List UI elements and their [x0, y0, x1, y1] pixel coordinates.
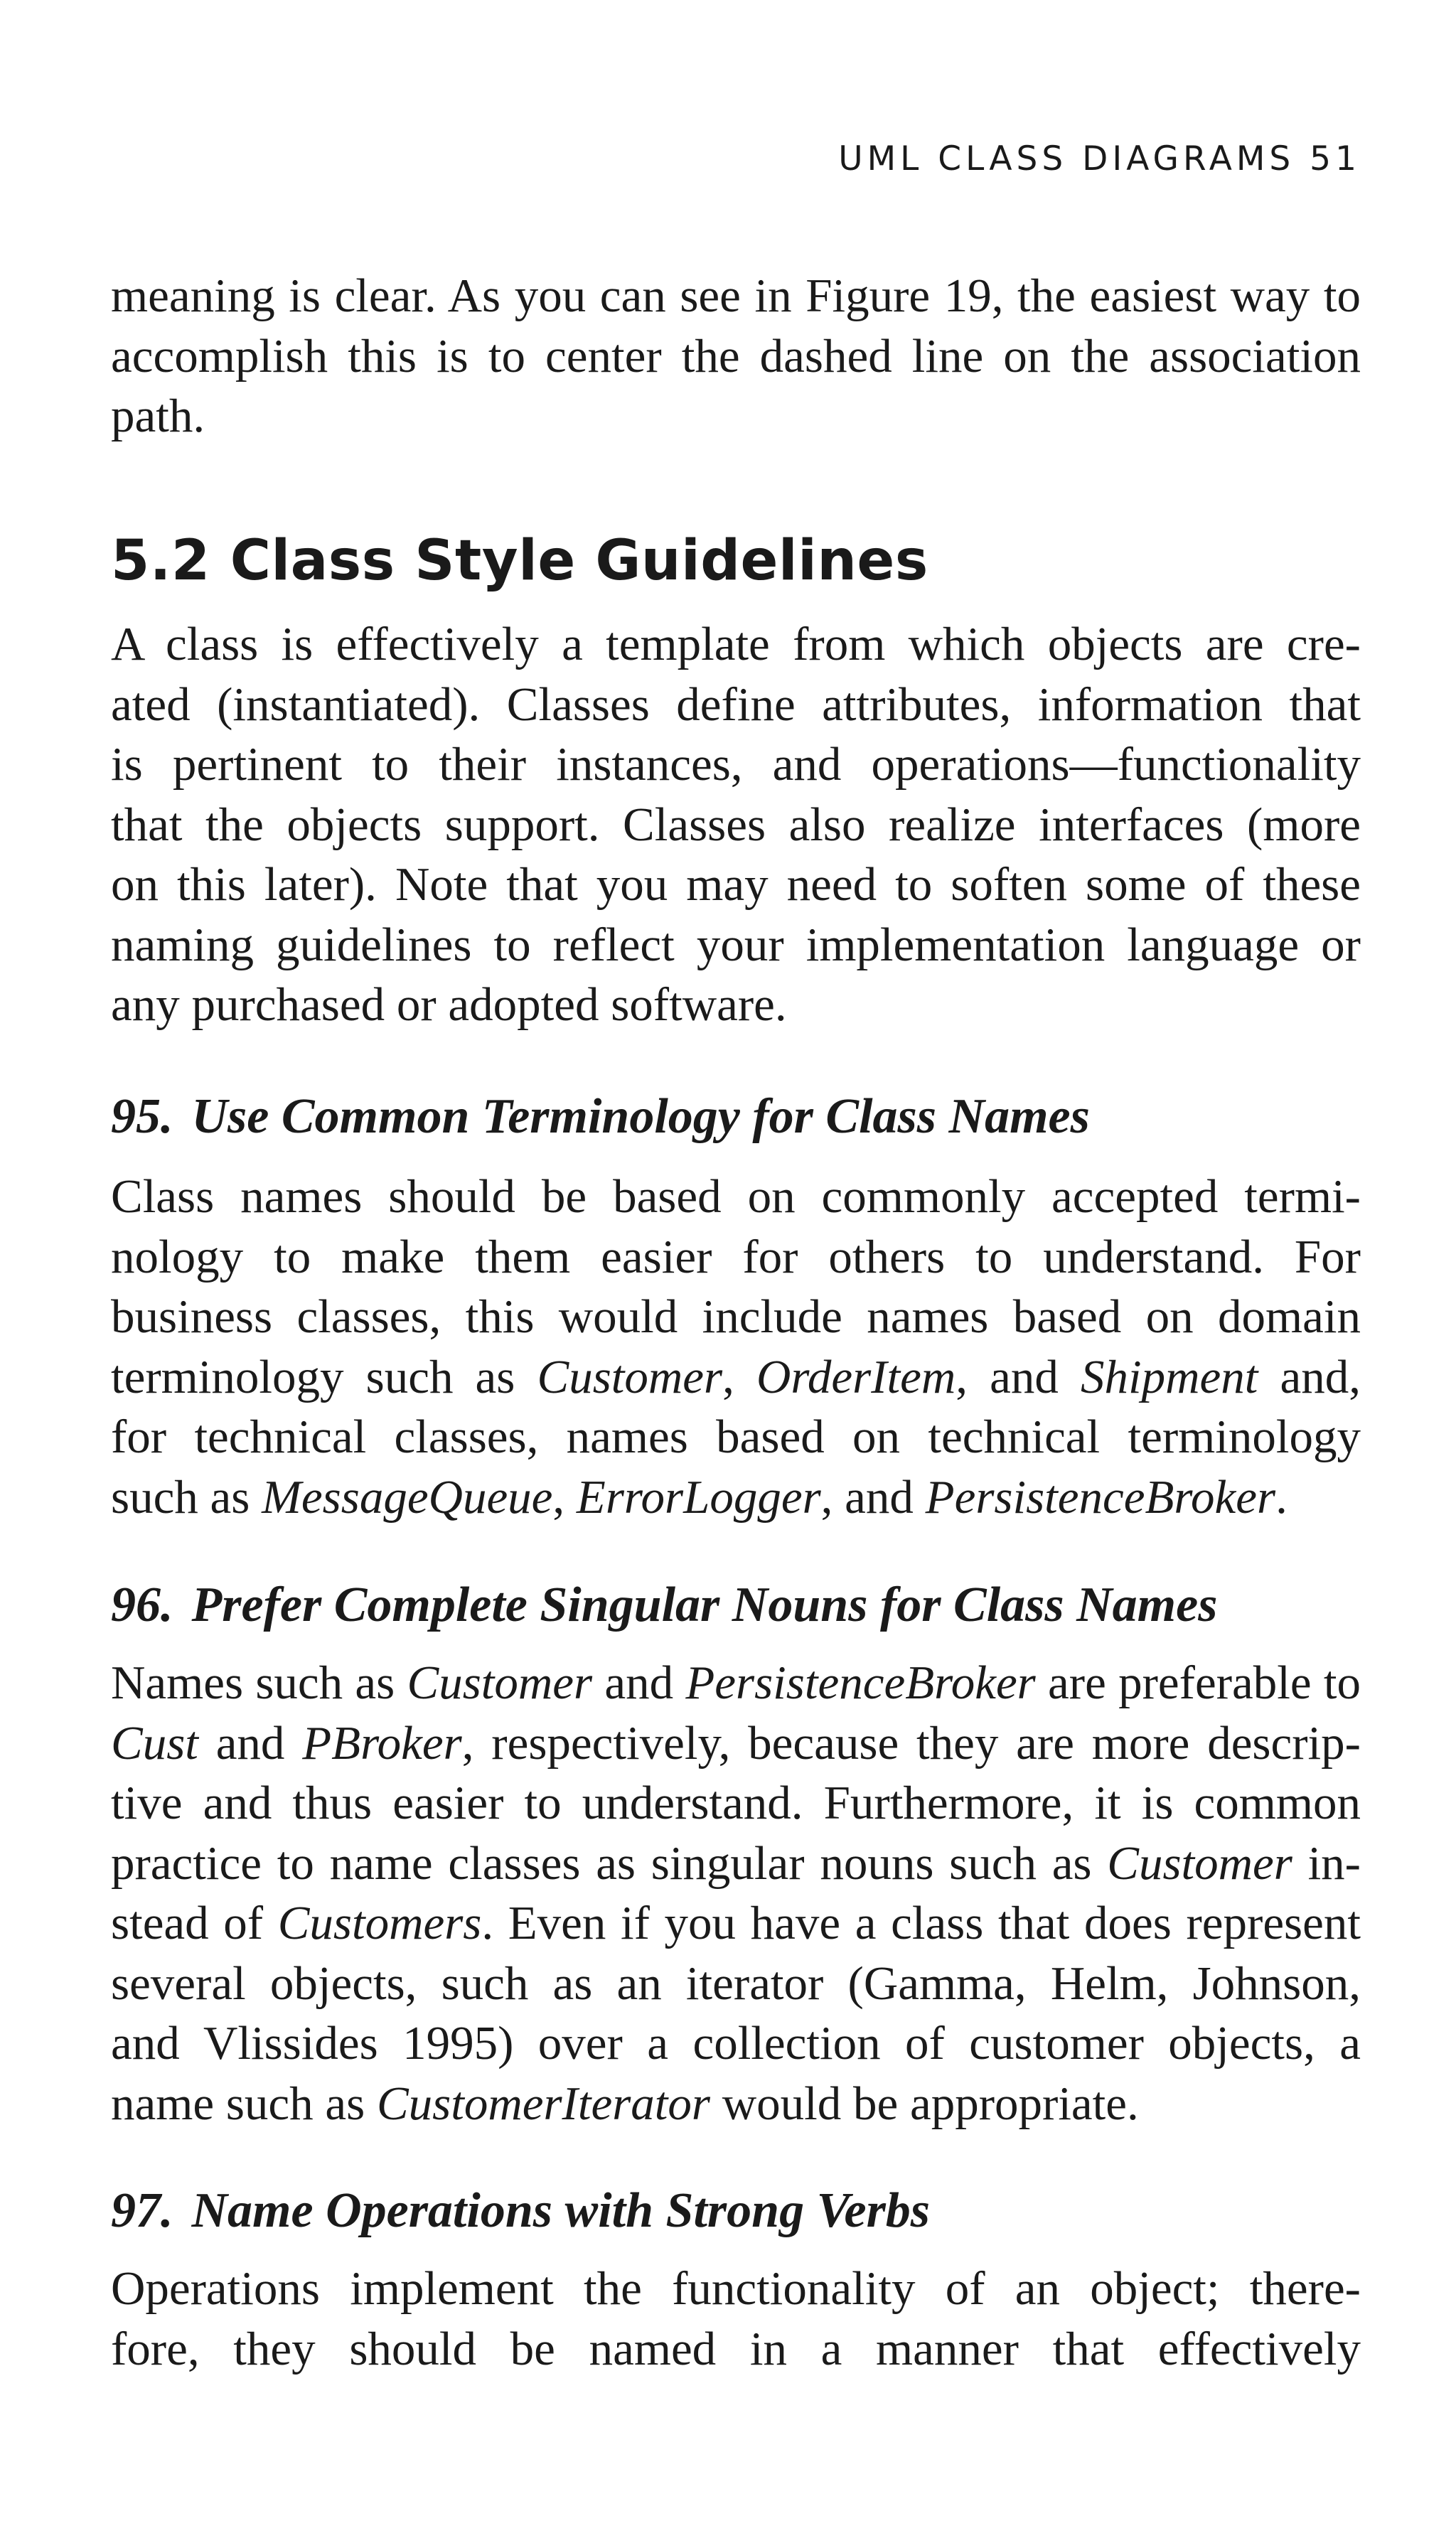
text-line: terminology such as Customer, OrderItem, and Shipment and, — [111, 1350, 1361, 1403]
class-name-term: CustomerIterator — [376, 2077, 710, 2130]
class-name-term: PBroker — [302, 1716, 462, 1770]
guideline-97-heading — [111, 2183, 930, 2239]
guideline-96-number: 96. — [111, 1578, 173, 1632]
text-line: accomplish this is to center the dashed line on the association — [111, 329, 1361, 382]
class-name-term: PersistenceBroker — [925, 1470, 1276, 1524]
class-name-term: ErrorLogger — [576, 1470, 821, 1524]
text-line: name such as CustomerIterator would be appropriate. — [111, 2077, 1139, 2130]
running-head: UML CLASS DIAGRAMS 51 — [838, 139, 1361, 178]
text-line: Operations implement the functionality of an object; there- — [111, 2262, 1361, 2315]
section-paragraph — [111, 614, 1361, 1035]
text-line: stead of Customers. Even if you have a class that does represent — [111, 1897, 1361, 1949]
class-name-term: Customers — [277, 1897, 482, 1949]
text-line: meaning is clear. As you can see in Figure 19, the easiest way to — [111, 269, 1361, 322]
text-line: Class names should be based on commonly accepted termi- — [111, 1170, 1361, 1223]
text-line: any purchased or adopted software. — [111, 978, 787, 1031]
class-name-term: MessageQueue — [262, 1470, 553, 1524]
class-name-term: Customer — [537, 1350, 723, 1403]
text-line: naming guidelines to reflect your implementation language or — [111, 918, 1361, 971]
section-heading — [111, 529, 928, 593]
text-line: and Vlissides 1995) over a collection of customer objects, a — [111, 2017, 1361, 2070]
guideline-97-number: 97. — [111, 2183, 173, 2238]
text-line: path. — [111, 390, 205, 442]
guideline-96-title: Prefer Complete Singular Nouns for Class Names — [191, 1578, 1218, 1632]
text-line: such as MessageQueue, ErrorLogger, and PersistenceBroker. — [111, 1470, 1288, 1524]
class-name-term: OrderItem — [756, 1350, 956, 1403]
text-line: that the objects support. Classes also realize interfaces (more — [111, 798, 1361, 851]
text-line: is pertinent to their instances, and operations—functionality — [111, 738, 1361, 791]
text-line: ated (instantiated). Classes define attributes, information that — [111, 678, 1361, 731]
text-line: several objects, such as an iterator (Gamma, Helm, Johnson, — [111, 1956, 1361, 2010]
text-line: Cust and PBroker, respectively, because they are more descrip- — [111, 1716, 1361, 1770]
text-line: Names such as Customer and PersistenceBroker are preferable to — [111, 1656, 1361, 1709]
guideline-96-heading — [111, 1577, 1217, 1634]
guideline-95-title: Use Common Terminology for Class Names — [191, 1089, 1090, 1144]
guideline-97-paragraph — [111, 2259, 1361, 2379]
section-number: 5.2 — [111, 529, 210, 593]
class-name-term: Customer — [1107, 1836, 1292, 1890]
text-line: business classes, this would include names based on domain — [111, 1290, 1361, 1343]
section-title: Class Style Guidelines — [230, 529, 928, 593]
guideline-95-paragraph — [111, 1167, 1361, 1527]
guideline-97-title: Name Operations with Strong Verbs — [191, 2183, 931, 2238]
text-line: tive and thus easier to understand. Furthermore, it is common — [111, 1777, 1361, 1829]
class-name-term: Shipment — [1081, 1350, 1258, 1403]
guideline-95-heading — [111, 1088, 1090, 1145]
guideline-96-paragraph — [111, 1653, 1361, 2134]
text-line: for technical classes, names based on technical terminology — [111, 1410, 1361, 1463]
text-line: A class is effectively a template from which objects are cre- — [111, 618, 1361, 670]
guideline-95-number: 95. — [111, 1089, 173, 1144]
text-line: practice to name classes as singular nouns such as Customer in- — [111, 1836, 1361, 1890]
text-line: nology to make them easier for others to understand. For — [111, 1230, 1361, 1283]
intro-paragraph — [111, 266, 1361, 446]
class-name-term: Cust — [111, 1716, 198, 1770]
text-line: on this later). Note that you may need to soften some of these — [111, 858, 1361, 911]
class-name-term: PersistenceBroker — [685, 1656, 1036, 1709]
text-line: fore, they should be named in a manner that effectively — [111, 2322, 1361, 2375]
class-name-term: Customer — [407, 1656, 593, 1709]
